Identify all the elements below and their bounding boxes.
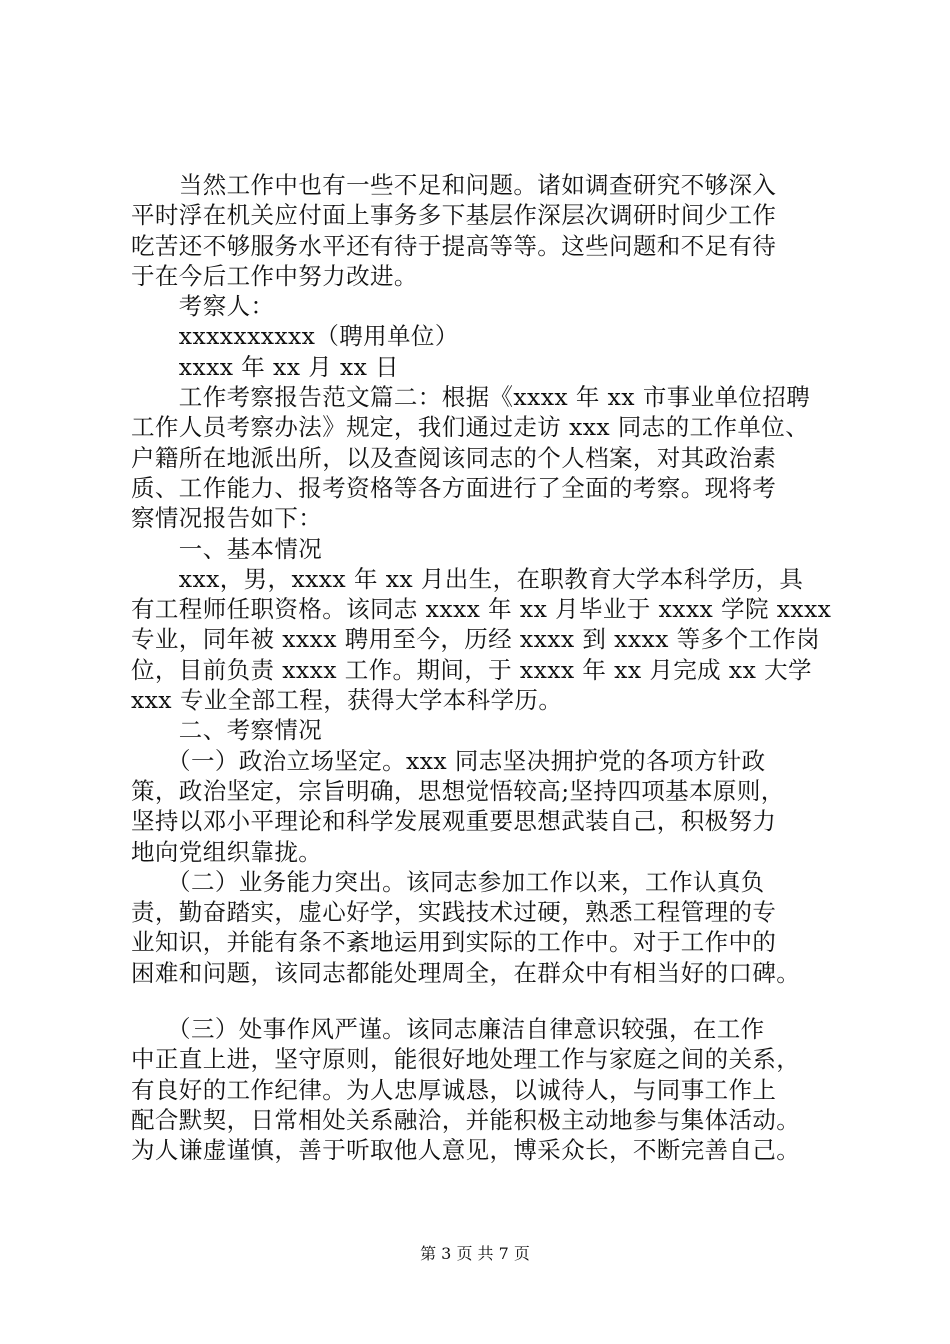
text-line: 中正直上进，坚守原则，能很好地处理工作与家庭之间的关系， — [131, 1045, 801, 1074]
document-body — [131, 170, 831, 1166]
text-line: 于在今后工作中努力改进。 — [131, 261, 418, 290]
text-line: 户籍所在地派出所，以及查阅该同志的个人档案，对其政治素 — [131, 443, 777, 472]
text-line: xxxxxxxxxx（聘用单位） — [131, 322, 459, 351]
text-line: 一、基本情况 — [131, 534, 323, 563]
text-line: 质、工作能力、报考资格等各方面进行了全面的考察。现将考 — [131, 473, 777, 502]
page-number-footer: 第 3 页 共 7 页 — [420, 1244, 530, 1263]
text-line: 有良好的工作纪律。为人忠厚诚恳，以诚待人，与同事工作上 — [131, 1075, 777, 1104]
text-line: 专业，同年被 xxxx 聘用至今，历经 xxxx 到 xxxx 等多个工作岗 — [131, 625, 821, 654]
text-line: xxx 专业全部工程，获得大学本科学历。 — [131, 686, 563, 715]
text-line: 为人谦虚谨慎，善于听取他人意见，博采众长，不断完善自己。 — [131, 1136, 801, 1165]
text-line: 有工程师任职资格。该同志 xxxx 年 xx 月毕业于 xxxx 学院 xxxx — [131, 595, 832, 624]
text-line: 工作人员考察办法》规定，我们通过走访 xxx 同志的工作单位、 — [131, 413, 810, 442]
text-line: 策，政治坚定，宗旨明确，思想觉悟较高;坚持四项基本原则， — [131, 776, 785, 805]
text-line: 位，目前负责 xxxx 工作。期间，于 xxxx 年 xx 月完成 xx 大学 — [131, 655, 812, 684]
text-line: 考察人： — [131, 292, 275, 321]
text-line: 配合默契，日常相处关系融洽，并能积极主动地参与集体活动。 — [131, 1105, 801, 1134]
text-line: 察情况报告如下： — [131, 504, 323, 533]
text-line: 责，勤奋踏实，虚心好学，实践技术过硬，熟悉工程管理的专 — [131, 898, 777, 927]
text-line: （三）处事作风严谨。该同志廉洁自律意识较强，在工作 — [131, 1015, 765, 1044]
text-line: 地向党组织靠拢。 — [131, 837, 323, 866]
text-line: 当然工作中也有一些不足和问题。诸如调查研究不够深入 — [131, 171, 777, 199]
text-line: 吃苦还不够服务水平还有待于提高等等。这些问题和不足有待 — [131, 231, 777, 260]
text-line: 业知识，并能有条不紊地运用到实际的工作中。对于工作中的 — [131, 928, 777, 957]
text-line: xxxx 年 xx 月 xx 日 — [131, 352, 400, 381]
paragraph-block-2 — [131, 1014, 831, 1165]
text-line: （二）业务能力突出。该同志参加工作以来，工作认真负 — [131, 867, 765, 896]
text-line: 平时浮在机关应付面上事务多下基层作深层次调研时间少工作 — [131, 201, 777, 230]
text-line: （一）政治立场坚定。xxx 同志坚决拥护党的各项方针政 — [131, 746, 766, 775]
paragraph-gap — [131, 988, 831, 1014]
text-line: 困难和问题，该同志都能处理周全，在群众中有相当好的口碑。 — [131, 958, 801, 987]
text-line: 坚持以邓小平理论和科学发展观重要思想武装自己，积极努力 — [131, 807, 777, 836]
text-line: 工作考察报告范文篇二：根据《xxxx 年 xx 市事业单位招聘 — [131, 383, 811, 412]
text-line: xxx，男，xxxx 年 xx 月出生，在职教育大学本科学历，具 — [131, 564, 804, 593]
text-line: 二、考察情况 — [131, 716, 323, 745]
paragraph-block-1 — [131, 170, 831, 988]
